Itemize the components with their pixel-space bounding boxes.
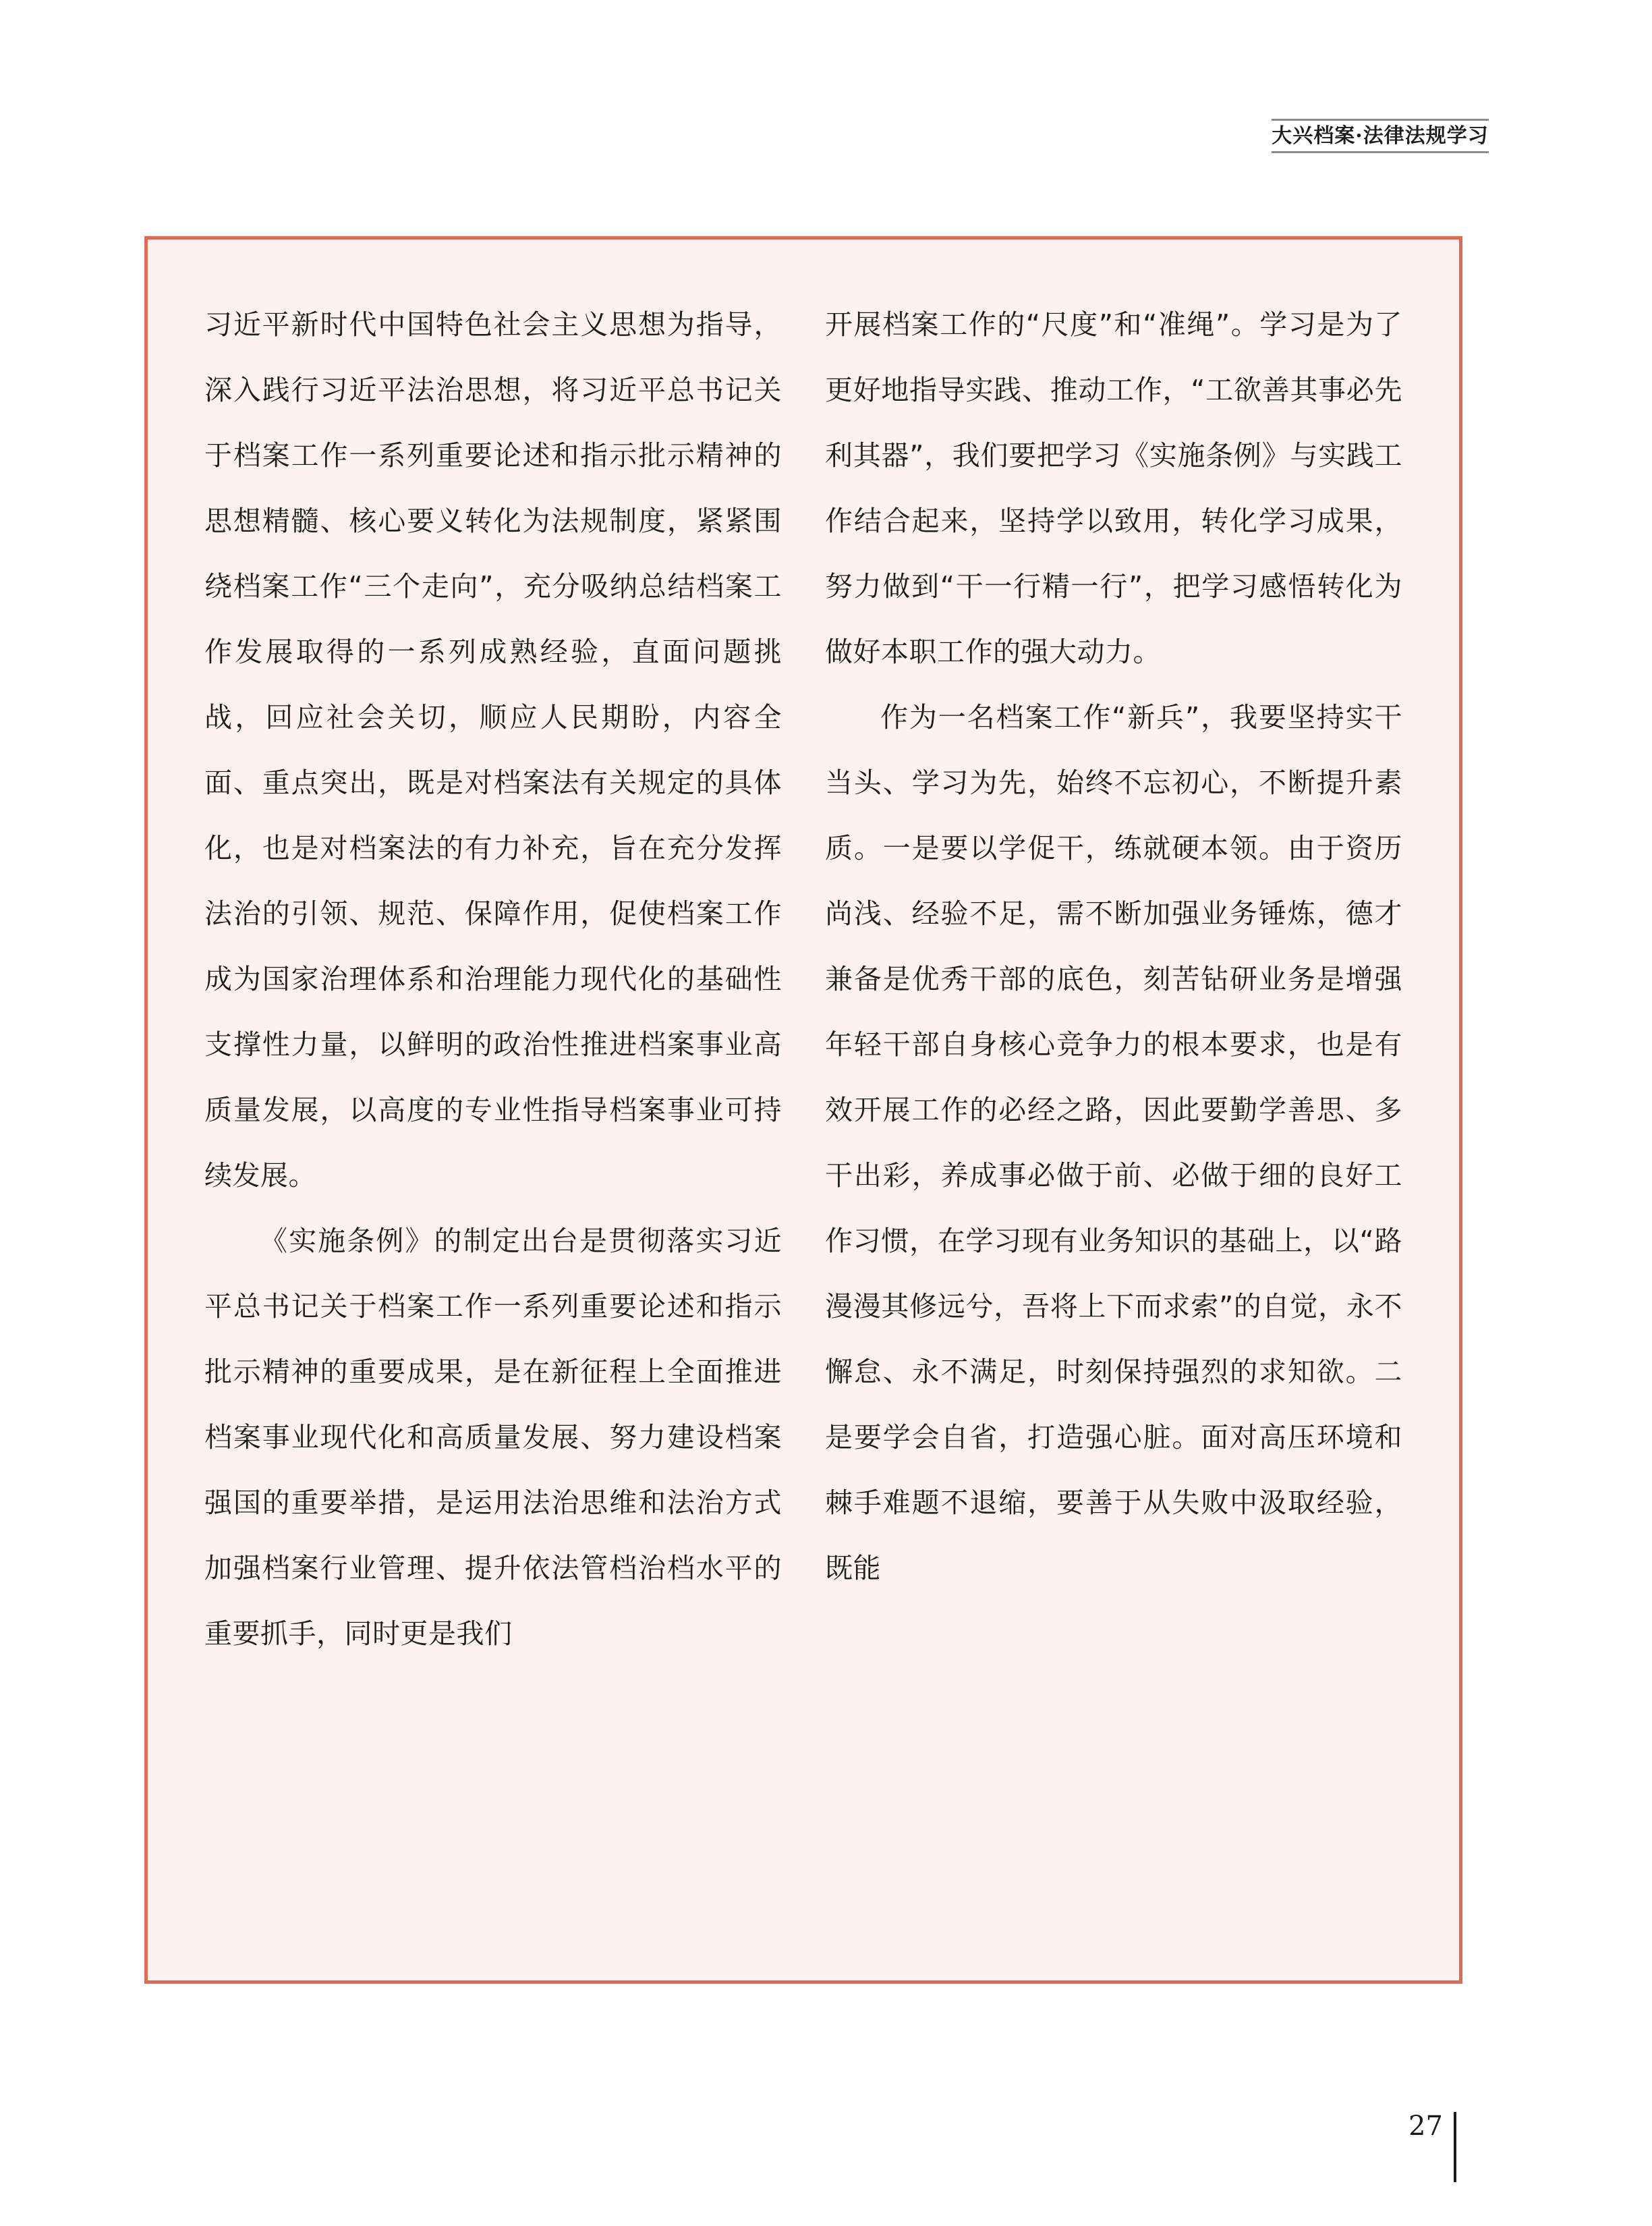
content-box <box>144 236 1462 1984</box>
running-header <box>1272 119 1489 153</box>
header-title: 大兴档案·法律法规学习 <box>1272 124 1489 148</box>
paragraph: 《实施条例》的制定出台是贯彻落实习近平总书记关于档案工作一系列重要论述和指示批示精神的重要成果，是在新征程上全面推进档案事业现代化和高质量发展、努力建设档案强国的重要举措，是运用法治思维和法治方式加强档案行业管理、提升依法管档治档水平的重要抓手，同时更是我们 <box>204 1225 782 1650</box>
text-columns <box>148 240 1459 1980</box>
paragraph: 习近平新时代中国特色社会主义思想为指导，深入践行习近平法治思想，将习近平总书记关于档案工作一系列重要论述和指示批示精神的思想精髓、核心要义转化为法规制度，紧紧围绕档案工作“三个走向”，充分吸纳总结档案工作发展取得的一系列成熟经验，直面问题挑战，回应社会关切，顺应人民期盼，内容全面、重点突出，既是对档案法有关规定的具体化，也是对档案法的有力补充，旨在充分发挥法治的引领、规范、保障作用，促使档案工作成为国家治理体系和治理能力现代化的基础性支撑性力量，以鲜明的政治性推进档案事业高质量发展，以高度的专业性指导档案事业可持续发展。 <box>204 308 782 1192</box>
paragraph: 开展档案工作的“尺度”和“准绳”。学习是为了更好地指导实践、推动工作，“工欲善其事必先利其器”，我们要把学习《实施条例》与实践工作结合起来，坚持学以致用，转化学习成果，努力做到“干一行精一行”，把学习感悟转化为做好本职工作的强大动力。 <box>825 308 1402 668</box>
left-column <box>204 292 782 1947</box>
page-footer <box>1408 2111 1456 2182</box>
page-number: 27 <box>1408 2111 1443 2142</box>
header-rule-top <box>1272 119 1489 121</box>
right-column <box>825 292 1402 1947</box>
header-rule-bottom <box>1272 151 1489 153</box>
footer-rule <box>1454 2112 1456 2182</box>
paragraph: 作为一名档案工作“新兵”，我要坚持实干当头、学习为先，始终不忘初心，不断提升素质。一是要以学促干，练就硬本领。由于资历尚浅、经验不足，需不断加强业务锤炼，德才兼备是优秀干部的底色，刻苦钻研业务是增强年轻干部自身核心竞争力的根本要求，也是有效开展工作的必经之路，因此要勤学善思、多干出彩，养成事必做于前、必做于细的良好工作习惯，在学习现有业务知识的基础上，以“路漫漫其修远兮，吾将上下而求索”的自觉，永不懈怠、永不满足，时刻保持强烈的求知欲。二是要学会自省，打造强心脏。面对高压环境和棘手难题不退缩，要善于从失败中汲取经验，既能 <box>825 701 1402 1584</box>
